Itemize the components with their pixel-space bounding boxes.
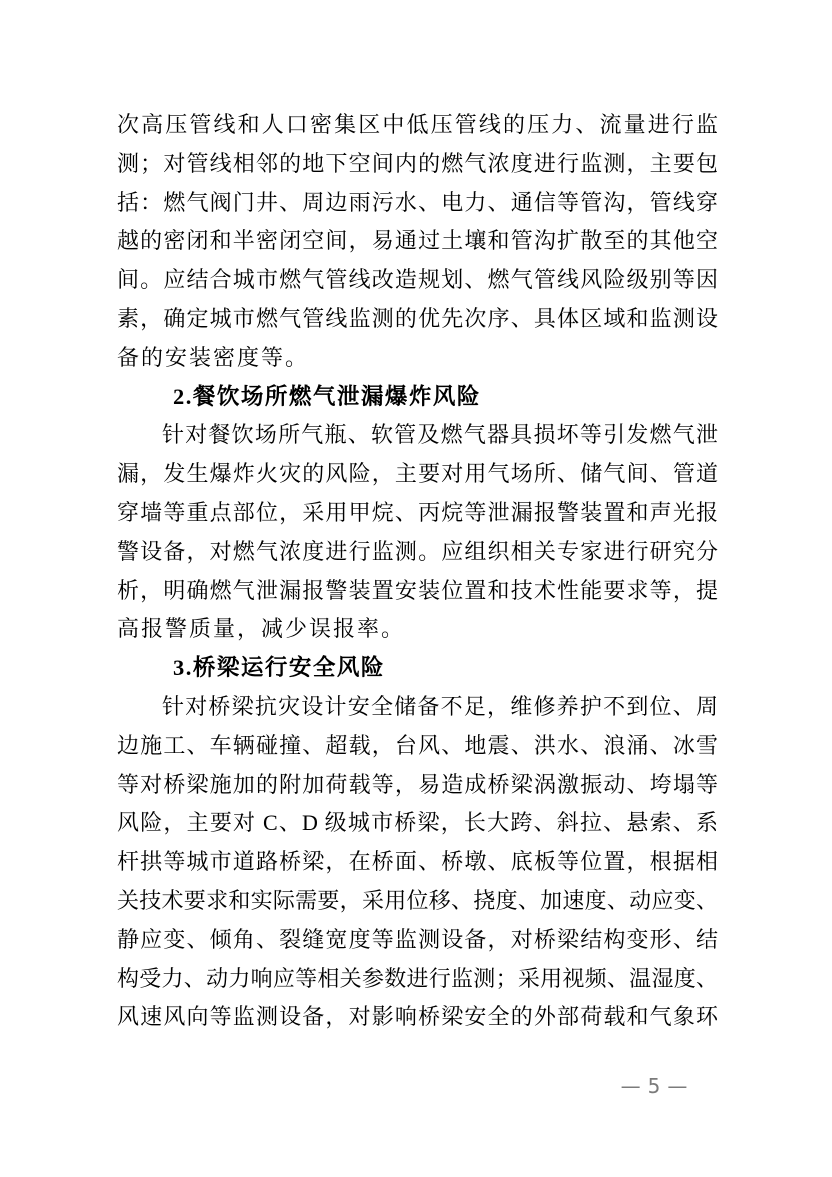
text-line: 素，确定城市燃气管线监测的优先次序、具体区域和监测设	[117, 305, 718, 331]
page-number-left-dash: —	[620, 1074, 641, 1098]
text-line: 边施工、车辆碰撞、超载，台风、地震、洪水、浪涌、冰雪	[117, 732, 718, 758]
page-number-value: 5	[647, 1074, 661, 1098]
text-line: 构受力、动力响应等相关参数进行监测；采用视频、温湿度、	[117, 965, 718, 991]
text-line: 越的密闭和半密闭空间，易通过土壤和管沟扩散至的其他空	[117, 228, 718, 254]
page-number	[598, 1072, 710, 1100]
text-line: 静应变、倾角、裂缝宽度等监测设备，对桥梁结构变形、结	[117, 926, 718, 952]
text-line: 高报警质量，减少误报率。	[117, 616, 406, 642]
document-body	[117, 106, 718, 1037]
text-line: 杆拱等城市道路桥梁，在桥面、桥墩、底板等位置，根据相	[117, 849, 718, 875]
text-line: 测；对管线相邻的地下空间内的燃气浓度进行监测，主要包	[117, 150, 718, 176]
section-heading: 3.桥梁运行安全风险	[173, 655, 385, 681]
text-line: 备的安装密度等。	[117, 344, 310, 370]
text-line: 漏，发生爆炸火灾的风险，主要对用气场所、储气间、管道	[117, 461, 718, 487]
text-line: 括：燃气阀门井、周边雨污水、电力、通信等管沟，管线穿	[117, 189, 718, 215]
text-line: 次高压管线和人口密集区中低压管线的压力、流量进行监	[117, 112, 718, 137]
text-line: 风速风向等监测设备，对影响桥梁安全的外部荷载和气象环	[117, 1004, 718, 1030]
text-line: 析，明确燃气泄漏报警装置安装位置和技术性能要求等，提	[117, 577, 718, 603]
text-line: 警设备，对燃气浓度进行监测。应组织相关专家进行研究分	[117, 538, 718, 564]
text-line: 穿墙等重点部位，采用甲烷、丙烷等泄漏报警装置和声光报	[117, 499, 718, 525]
text-line: 等对桥梁施加的附加荷载等，易造成桥梁涡激振动、垮塌等	[117, 771, 718, 797]
text-line: 关技术要求和实际需要，采用位移、挠度、加速度、动应变、	[117, 887, 718, 913]
text-line: 间。应结合城市燃气管线改造规划、燃气管线风险级别等因	[117, 267, 718, 293]
page-number-right-dash: —	[667, 1074, 688, 1098]
section-heading: 2.餐饮场所燃气泄漏爆炸风险	[173, 383, 481, 409]
text-line: 风险，主要对 C、D 级城市桥梁，长大跨、斜拉、悬索、系	[117, 810, 718, 836]
text-line: 针对餐饮场所气瓶、软管及燃气器具损坏等引发燃气泄	[162, 422, 718, 448]
text-line: 针对桥梁抗灾设计安全储备不足，维修养护不到位、周	[162, 693, 718, 719]
